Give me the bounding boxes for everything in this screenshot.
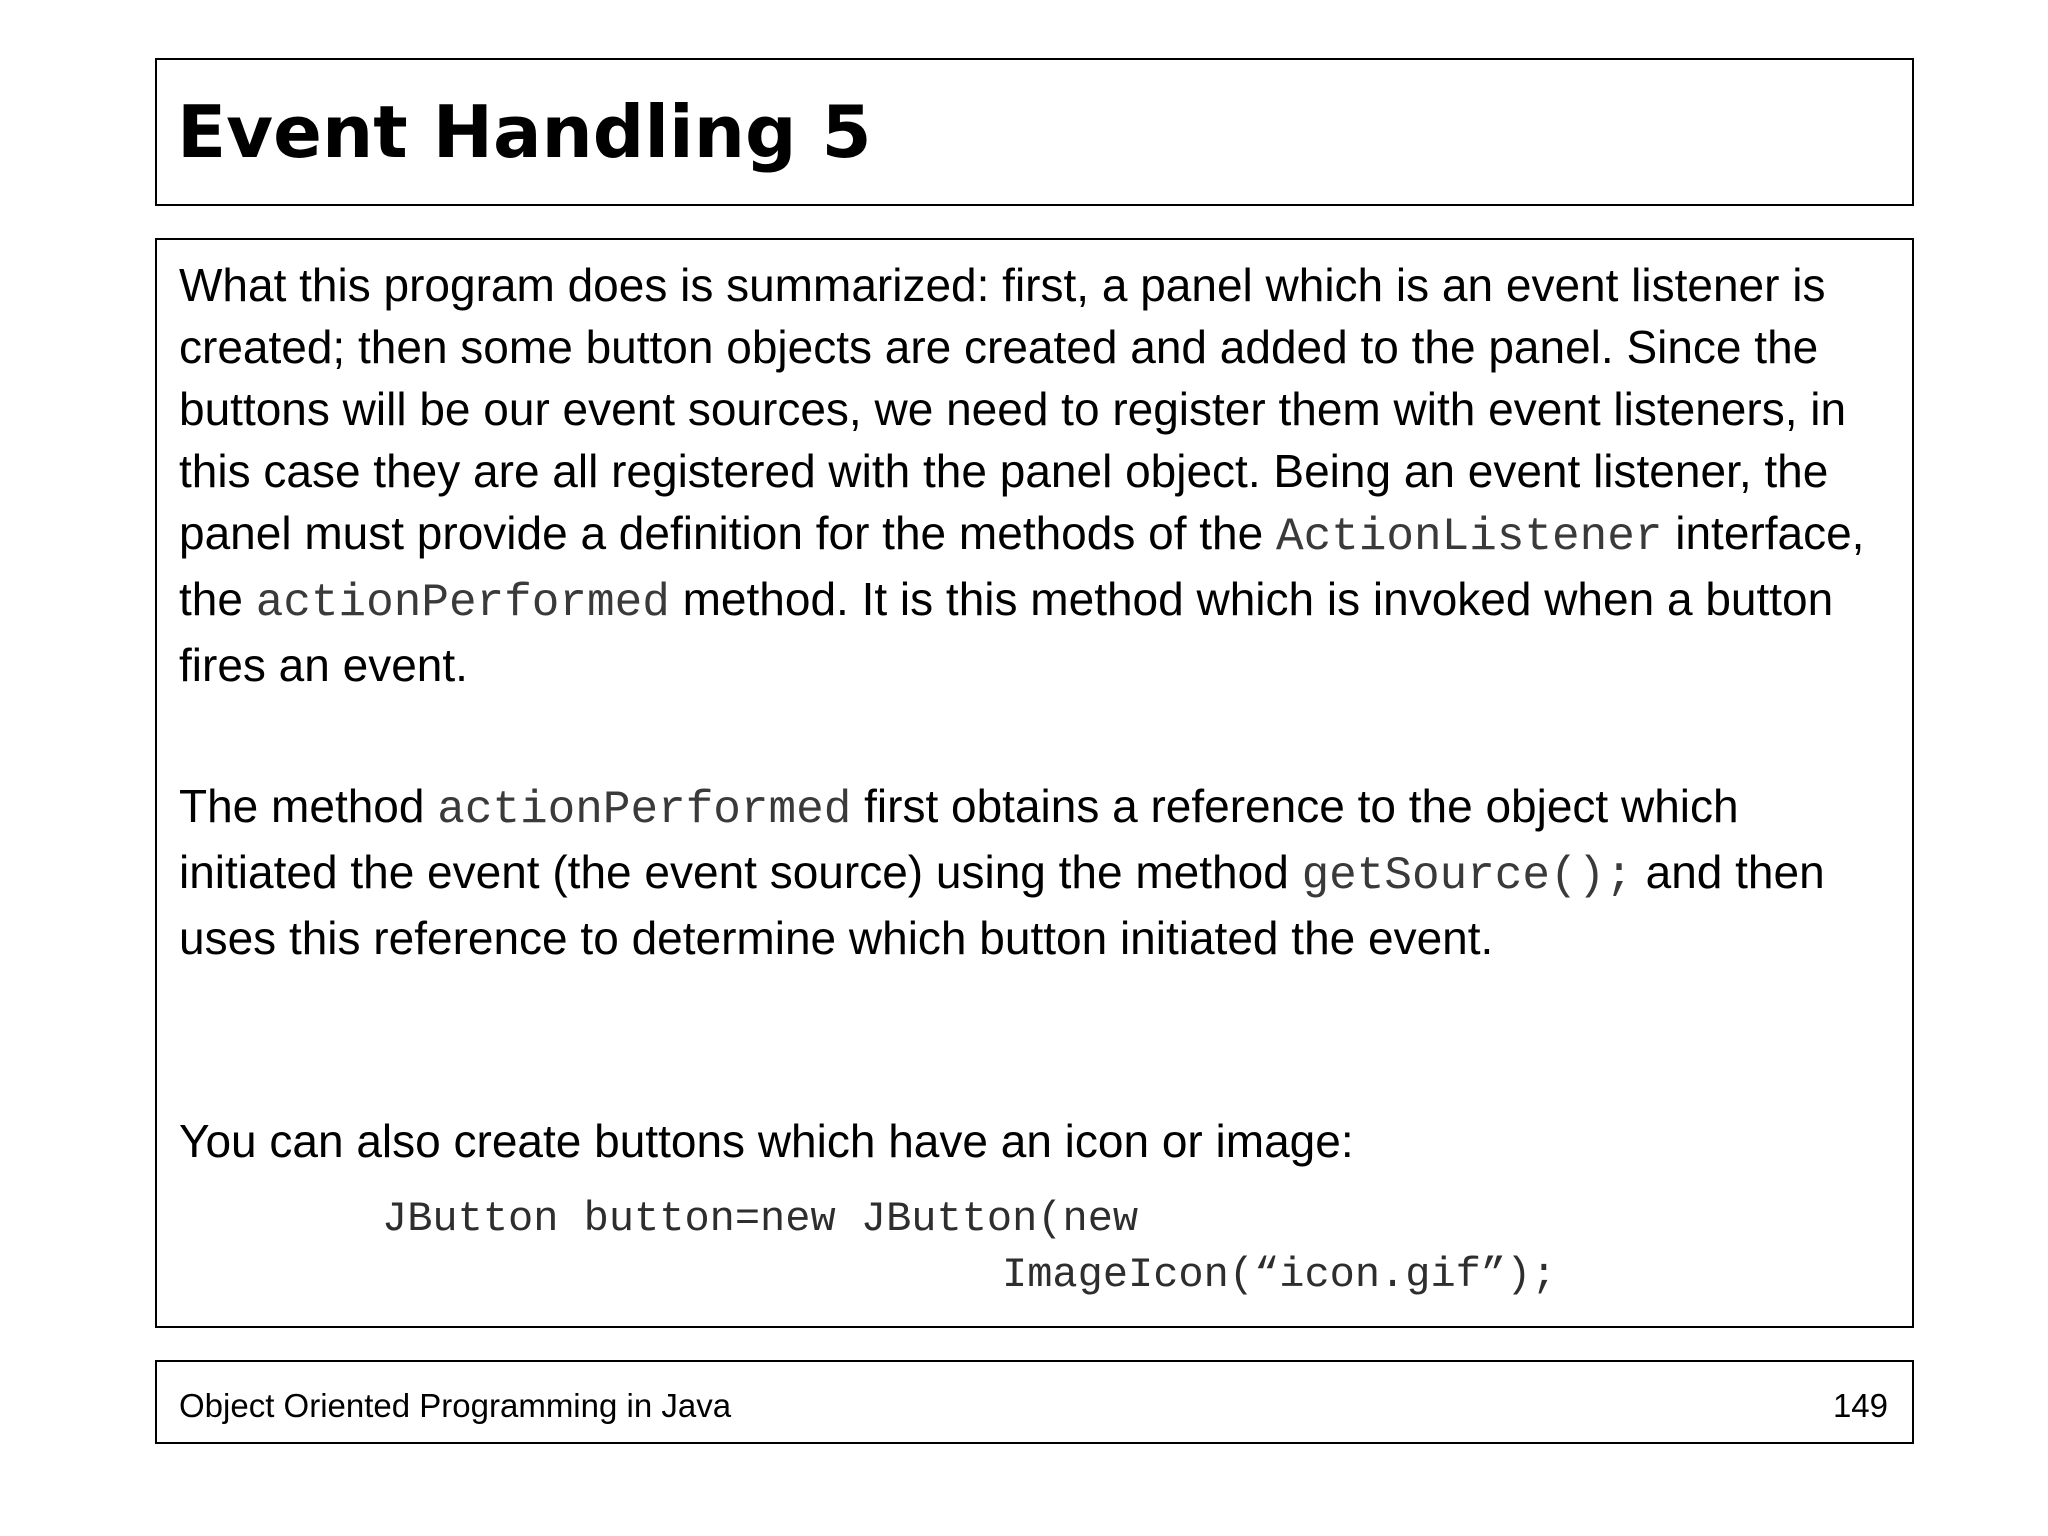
code-action-listener: ActionListener (1276, 511, 1663, 563)
code-action-performed: actionPerformed (255, 577, 670, 629)
code-action-performed: actionPerformed (437, 784, 852, 836)
paragraph-text: first obtains a reference to the object which initiated the event (the event source) using the method (179, 780, 1739, 898)
code-line-2: ImageIcon(“icon.gif”); (1002, 1251, 1557, 1299)
slide-title-box (155, 58, 1914, 206)
paragraph-action-performed (179, 775, 1882, 969)
code-line-1: JButton button=new JButton(new (382, 1195, 1139, 1243)
footer-course-title: Object Oriented Programming in Java (179, 1387, 732, 1424)
slide-title: Event Handling 5 (177, 90, 872, 174)
paragraph-text: method. It is this method which is invoked when a button fires an event. (179, 573, 1834, 691)
paragraph-text: and then uses this reference to determine which button initiated the event. (179, 846, 1825, 964)
paragraph-icon-buttons: You can also create buttons which have an icon or image: (179, 1115, 1354, 1167)
slide-content-box (155, 238, 1914, 1328)
paragraph-text: What this program does is summarized: first, a panel which is an event listener is created; then some button objects are created and added to the panel. Since the buttons will be our event sources, we need to register them with event listeners, in this case they are all registered with the panel object. Being an event listener, the panel must provide a definition for the methods of the (179, 259, 1847, 559)
paragraph-text: interface, the (179, 507, 1865, 625)
code-get-source: getSource(); (1301, 850, 1633, 902)
paragraph-text: The method (179, 780, 438, 832)
footer-page-number: 149 (1832, 1387, 1888, 1424)
paragraph-event-listener-summary (179, 254, 1882, 696)
slide-footer (155, 1360, 1914, 1444)
